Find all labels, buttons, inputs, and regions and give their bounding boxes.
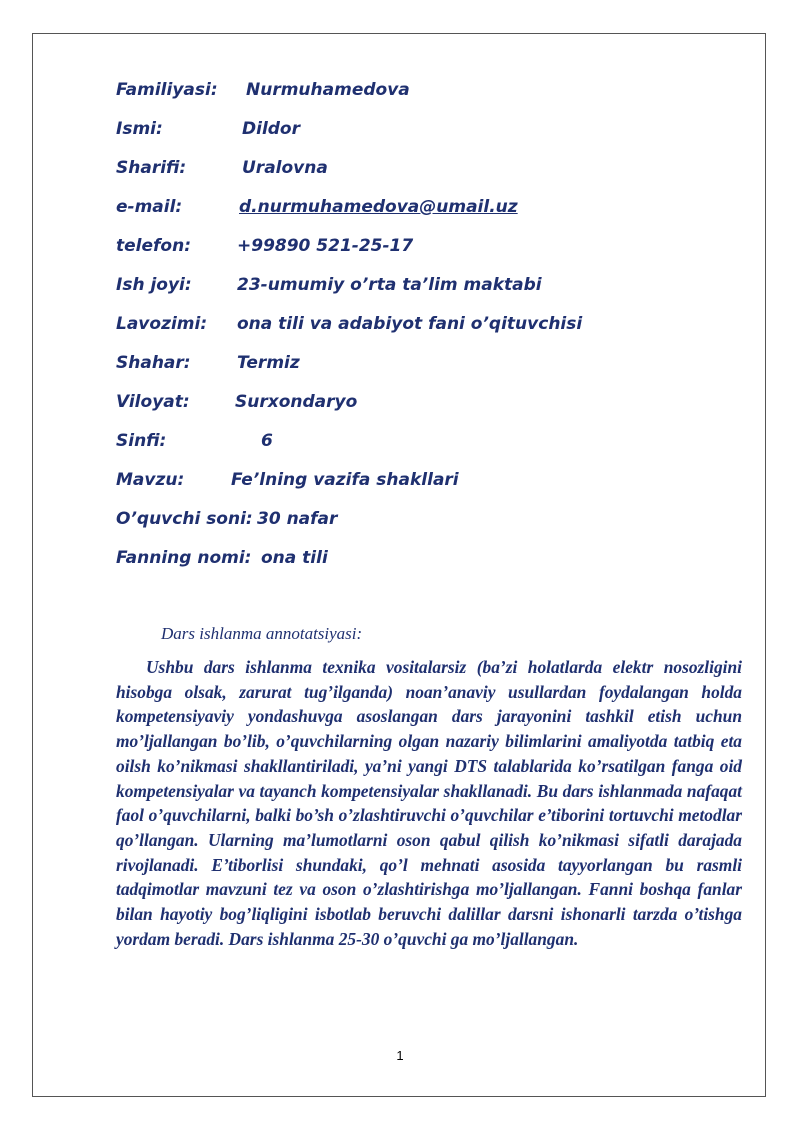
field-value: 30 nafar xyxy=(257,509,338,529)
field-value: +99890 521-25-17 xyxy=(237,236,414,256)
field-value: Termiz xyxy=(237,353,300,373)
page-number: 1 xyxy=(396,1048,404,1063)
field-label: Shahar: xyxy=(116,353,191,373)
field-label: Ismi: xyxy=(116,119,163,139)
field-value: Dildor xyxy=(242,119,300,139)
field-label: Fanning nomi: xyxy=(116,548,252,568)
email-link[interactable]: d.nurmuhamedova@umail.uz xyxy=(239,197,518,217)
field-label: Sharifi: xyxy=(116,158,187,178)
field-label: Ish joyi: xyxy=(116,275,192,295)
field-value: Nurmuhamedova xyxy=(246,80,410,100)
field-value: Surxondaryo xyxy=(235,392,358,412)
field-value: ona tili xyxy=(261,548,328,568)
field-label: e-mail: xyxy=(116,197,183,217)
field-value: 23-umumiy o’rta ta’lim maktabi xyxy=(237,275,542,295)
field-value: Uralovna xyxy=(242,158,328,178)
field-label: Lavozimi: xyxy=(116,314,208,334)
field-value: Fe’lning vazifa shakllari xyxy=(231,470,459,490)
field-value: ona tili va adabiyot fani o’qituvchisi xyxy=(237,314,583,334)
field-label: O’quvchi soni: xyxy=(116,509,253,529)
field-label: telefon: xyxy=(116,236,191,256)
field-label: Familiyasi: xyxy=(116,80,218,100)
field-label: Mavzu: xyxy=(116,470,185,490)
field-label: Viloyat: xyxy=(116,392,190,412)
annotation-body: Ushbu dars ishlanma texnika vositalarsiz (ba’zi holatlarda elektr nosozligini hisobga olsak, zarurat tug’ilganda) noan’anaviy usullardan foydalangan holda kompetensiyaviy yondashuvga asoslangan dars jarayonini tashkil etish uchun mo’ljallangan bo’lib, o’quvchilarning olgan nazariy bilimlarini amaliyotda tatbiq eta oilsh ko’nikmasi shakllantiriladi, ya’ni yangi DTS talablarida ko’rsatilgan fanga oid kompetensiyalar va tayanch kompetensiyalar shakllanadi. Bu dars ishlanmada nafaqat faol o’quvchilarni, balki bo’sh o’zlashtiruvchi o’quvchilar e’tiborini tortuvchi metodlar qo’llangan. Ularning ma’lumotlarni oson qabul qilish ko’nikmasi sifatli darajada rivojlanadi. E’tiborlisi shundaki, qo’l mehnati asosida tayyorlangan bu rasmli tadqimotlar mavzuni tez va oson o’zlashtirishga mo’ljallangan. Fanni boshqa fanlar bilan hayotiy bog’liqligini isbotlab beruvchi dalillar darsni ishonarli tarzda o’tishga yordam beradi. Dars ishlanma 25-30 o’quvchi ga mo’ljallangan. xyxy=(116,657,742,949)
annotation-title: Dars ishlanma annotatsiyasi: xyxy=(161,624,363,643)
field-value: 6 xyxy=(261,431,273,451)
field-label: Sinfi: xyxy=(116,431,167,451)
